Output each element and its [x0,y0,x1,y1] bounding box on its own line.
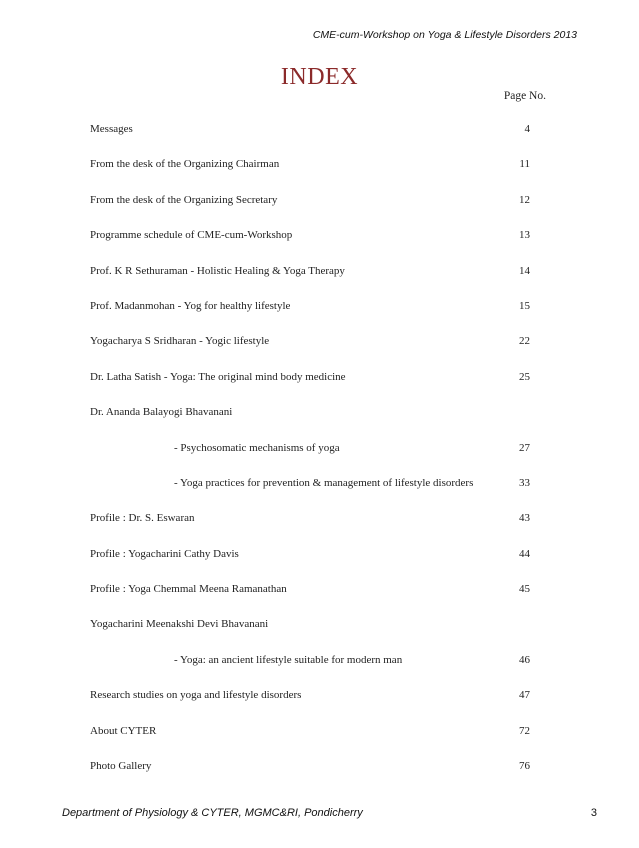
toc-entry-label: Yogacharya S Sridharan - Yogic lifestyle [90,335,270,348]
toc-entry [90,298,530,333]
toc-entry-page: 15 [519,299,530,312]
toc-entry [90,581,530,616]
toc-entry-page: 11 [519,158,530,171]
toc-subentry [90,440,530,475]
page-title: INDEX [280,64,359,90]
toc-entry [90,227,530,262]
toc-entry-label: Profile : Yoga Chemmal Meena Ramanathan [90,583,287,596]
toc-entry-label: Yogacharini Meenakshi Devi Bhavanani [90,618,269,631]
running-header: CME-cum-Workshop on Yoga & Lifestyle Disorders 2013 [312,29,577,41]
toc-entry [90,616,530,651]
page-number-column-heading: Page No. [503,90,546,102]
toc-entry-label: - Yoga: an ancient lifestyle suitable for modern man [174,653,403,666]
toc-entry-label: From the desk of the Organizing Chairman [90,158,280,171]
toc-entry-label: Photo Gallery [90,760,152,773]
table-of-contents [90,121,530,793]
toc-entry-label: Programme schedule of CME-cum-Workshop [90,229,293,242]
toc-entry [90,687,530,722]
toc-entry-label: Research studies on yoga and lifestyle disorders [90,689,302,702]
toc-entry-page: 13 [519,229,530,242]
running-footer: Department of Physiology & CYTER, MGMC&RI, Pondicherry [62,807,363,819]
toc-entry [90,121,530,156]
toc-entry-label: About CYTER [90,724,157,737]
toc-entry [90,333,530,368]
toc-entry-page: 22 [519,335,530,348]
toc-entry [90,263,530,298]
toc-entry-label: Dr. Ananda Balayogi Bhavanani [90,406,233,419]
footer-page-number: 3 [590,807,597,819]
toc-entry-page: 14 [519,264,530,277]
toc-entry [90,192,530,227]
toc-entry-label: - Yoga practices for prevention & management of lifestyle disorders [174,476,474,489]
toc-entry-page: 46 [519,653,530,666]
toc-entry [90,156,530,191]
toc-entry-label: - Psychosomatic mechanisms of yoga [174,441,340,454]
toc-entry [90,723,530,758]
toc-entry-page: 12 [519,193,530,206]
toc-entry [90,510,530,545]
toc-entry [90,758,530,793]
toc-entry [90,404,530,439]
toc-entry-label: Dr. Latha Satish - Yoga: The original mind body medicine [90,370,346,383]
toc-subentry [90,652,530,687]
toc-entry-page: 44 [519,547,530,560]
toc-entry-page: 76 [519,760,530,773]
toc-entry-label: Prof. Madanmohan - Yog for healthy lifestyle [90,299,291,312]
toc-entry-page: 45 [519,583,530,596]
toc-subentry [90,475,530,510]
toc-entry-label: Messages [90,123,133,135]
toc-entry-page: 43 [519,512,530,525]
toc-entry-page: 27 [519,441,530,454]
toc-entry-page: 4 [524,123,530,135]
toc-entry-page: 25 [519,370,530,383]
toc-entry [90,369,530,404]
toc-entry-label: From the desk of the Organizing Secretary [90,193,278,206]
toc-entry [90,546,530,581]
toc-entry-label: Prof. K R Sethuraman - Holistic Healing & Yoga Therapy [90,264,345,277]
toc-entry-label: Profile : Yogacharini Cathy Davis [90,547,239,560]
toc-entry-page: 47 [519,689,530,702]
toc-entry-page: 33 [519,476,530,489]
toc-entry-label: Profile : Dr. S. Eswaran [90,512,195,525]
toc-entry-page: 72 [519,724,530,737]
